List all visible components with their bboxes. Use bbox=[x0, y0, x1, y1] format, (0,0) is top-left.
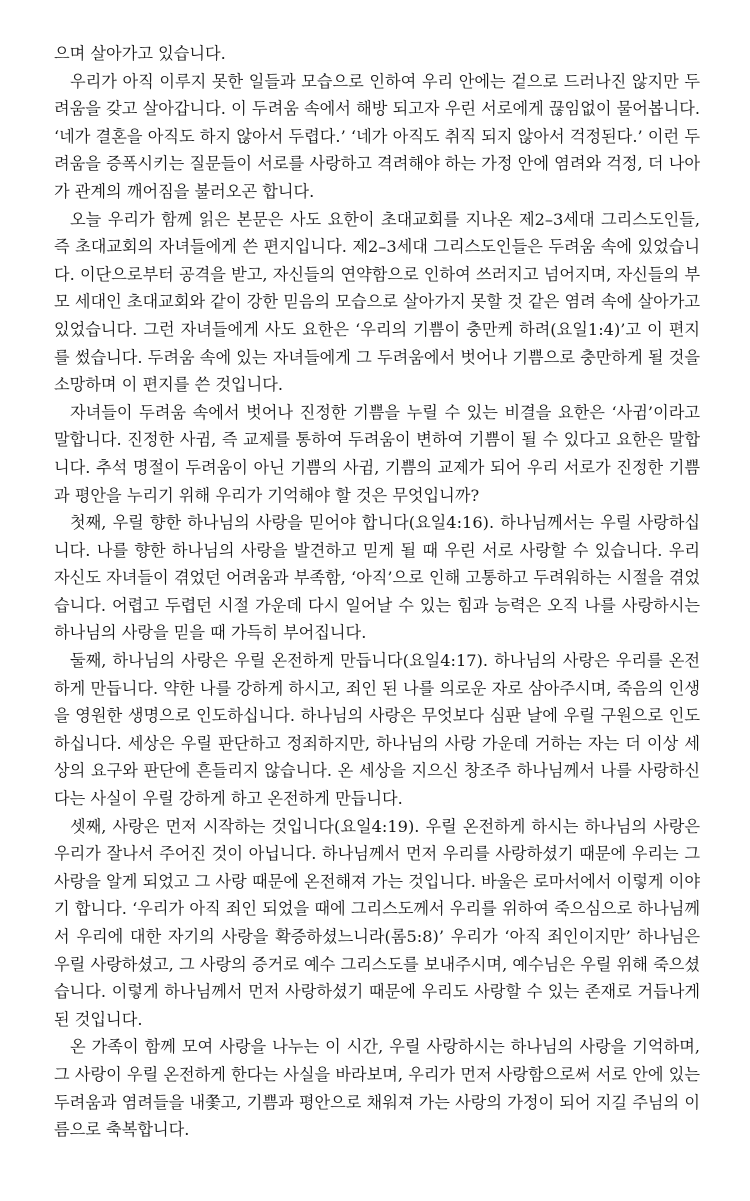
paragraph-first-point: 첫째, 우릴 향한 하나님의 사랑을 믿어야 합니다(요일4:16). 하나님께서는 우릴 사랑하십니다. 나를 향한 하나님의 사랑을 발견하고 믿게 될 때 우린 서로 사랑할 수 있습니다. 우리 자신도 자녀들이 겪었던 어려움과 부족함, ‘아직’으로 인해 고통하고 두려워하는 시절을 겪었습니다. 어렵고 두렵던 시절 가운데 다시 일어날 수 있는 힘과 능력은 오직 나를 사랑하시는 하나님의 사랑을 믿을 때 가득히 부어집니다. bbox=[54, 513, 700, 643]
paragraph-letter-of-john: 오늘 우리가 함께 읽은 본문은 사도 요한이 초대교회를 지나온 제2–3세대 그리스도인들, 즉 초대교회의 자녀들에게 쓴 편지입니다. 제2–3세대 그리스도인들은 두려움 속에 있었습니다. 이단으로부터 공격을 받고, 자신들의 연약함으로 인하여 쓰러지고 넘어지며, 자신들의 부모 세대인 초대교회와 같이 강한 믿음의 모습으로 살아가지 못할 것 같은 염려 속에 살아가고 있었습니다. 그런 자녀들에게 사도 요한은 ‘우리의 기쁨이 충만케 하려(요일1:4)’고 이 편지를 썼습니다. 두려움 속에 있는 자녀들에게 그 두려움에서 벗어나 기쁨으로 충만하게 될 것을 소망하며 이 편지를 쓴 것입니다. bbox=[54, 209, 700, 395]
paragraph-fear-at-home: 우리가 아직 이루지 못한 일들과 모습으로 인하여 우리 안에는 겉으로 드러나진 않지만 두려움을 갖고 살아갑니다. 이 두려움 속에서 해방 되고자 우린 서로에게 끊임없이 물어봅니다. ‘네가 결혼을 아직도 하지 않아서 두렵다.’ ‘네가 아직도 취직 되지 않아서 걱정된다.’ 이런 두려움을 증폭시키는 질문들이 서로를 사랑하고 격려해야 하는 가정 안에 염려와 걱정, 더 나아가 관계의 깨어짐을 불러오곤 합니다. bbox=[54, 71, 700, 201]
paragraph-fellowship: 자녀들이 두려움 속에서 벗어나 진정한 기쁨을 누릴 수 있는 비결을 요한은 ‘사귐’이라고 말합니다. 진정한 사귐, 즉 교제를 통하여 두려움이 변하여 기쁨이 될 수 있다고 요한은 말합니다. 추석 명절이 두려움이 아닌 기쁨의 사귐, 기쁨의 교제가 되어 우리 서로가 진정한 기쁨과 평안을 누리기 위해 우리가 기억해야 할 것은 무엇입니까? bbox=[54, 402, 700, 505]
paragraph-continuation: 으며 살아가고 있습니다. bbox=[54, 44, 226, 63]
document-body bbox=[54, 40, 700, 1144]
paragraph-second-point: 둘째, 하나님의 사랑은 우릴 온전하게 만듭니다(요일4:17). 하나님의 사랑은 우리를 온전하게 만듭니다. 약한 나를 강하게 하시고, 죄인 된 나를 의로운 자로 삼아주시며, 죽음의 인생을 영원한 생명으로 인도하십니다. 하나님의 사랑은 무엇보다 심판 날에 우릴 구원으로 인도하십니다. 세상은 우릴 판단하고 정죄하지만, 하나님의 사랑 가운데 거하는 자는 더 이상 세상의 요구와 판단에 흔들리지 않습니다. 온 세상을 지으신 창조주 하나님께서 나를 사랑하신다는 사실이 우릴 강하게 하고 온전하게 만듭니다. bbox=[54, 651, 700, 809]
paragraph-third-point: 셋째, 사랑은 먼저 시작하는 것입니다(요일4:19). 우릴 온전하게 하시는 하나님의 사랑은 우리가 잘나서 주어진 것이 아닙니다. 하나님께서 먼저 우리를 사랑하셨기 때문에 우리는 그 사랑을 알게 되었고 그 사랑 때문에 온전해져 가는 것입니다. 바울은 로마서에서 이렇게 이야기 합니다. ‘우리가 아직 죄인 되었을 때에 그리스도께서 우리를 위하여 죽으심으로 하나님께서 우리에 대한 자기의 사랑을 확증하셨느니라(롬5:8)’ 우리가 ‘아직 죄인이지만’ 하나님은 우릴 사랑하셨고, 그 사랑의 증거로 예수 그리스도를 보내주시며, 예수님은 우릴 위해 죽으셨습니다. 이렇게 하나님께서 먼저 사랑하셨기 때문에 우리도 사랑할 수 있는 존재로 거듭나게 된 것입니다. bbox=[54, 816, 700, 1029]
paragraph-closing-blessing: 온 가족이 함께 모여 사랑을 나누는 이 시간, 우릴 사랑하시는 하나님의 사랑을 기억하며, 그 사랑이 우릴 온전하게 한다는 사실을 바라보며, 우리가 먼저 사랑함으로써 서로 안에 있는 두려움과 염려들을 내쫓고, 기쁨과 평안으로 채워져 가는 사랑의 가정이 되어 지길 주님의 이름으로 축복합니다. bbox=[54, 1037, 700, 1140]
